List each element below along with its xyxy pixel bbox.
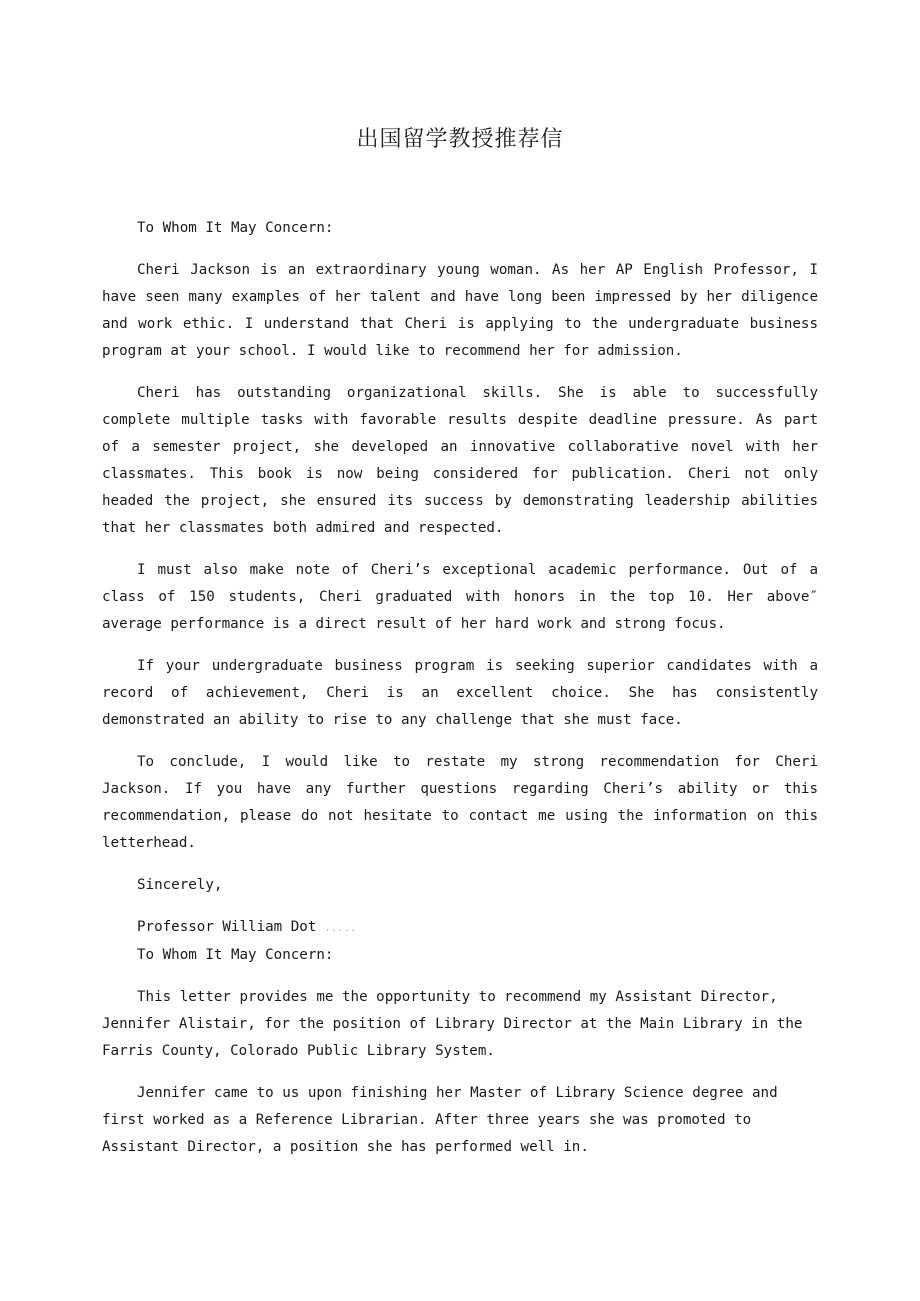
signature-line	[102, 914, 818, 943]
paragraph: Cheri Jackson is an extraordinary young woman. As her AP English Professor, I have seen many examples of her talent and have long been impressed by her diligence and work ethic. I understand that Cheri is applying to the undergraduate business program at your school. I would like to recommend her for admission.	[102, 262, 818, 359]
paragraph: To conclude, I would like to restate my strong recommendation for Cheri Jackson. If you have any further questions regarding Cheri’s ability or this recommendation, please do not hesitate to contact me using the information on this letterhead.	[102, 754, 818, 851]
letter-cheri-jackson	[102, 215, 818, 958]
paragraph: If your undergraduate business program is seeking superior candidates with a record of achievement, Cheri is an excellent choice. She has consistently demonstrated an ability to rise to any challenge that she must face.	[102, 658, 818, 728]
salutation: To Whom It May Concern:	[137, 220, 334, 236]
letter-jennifer-alistair	[102, 942, 818, 1176]
paragraph: Jennifer came to us upon finishing her Master of Library Science degree and first worked as a Reference Librarian. After three years she was promoted to Assistant Director, a position she has performed well in.	[102, 1085, 778, 1155]
salutation: To Whom It May Concern:	[137, 947, 334, 963]
paragraph: This letter provides me the opportunity to recommend my Assistant Director, Jennifer Alistair, for the position of Library Director at the Main Library in the Farris County, Colorado Public Library System.	[102, 989, 803, 1059]
document-title: 出国留学教授推荐信	[356, 127, 564, 152]
paragraph: Cheri has outstanding organizational skills. She is able to successfully complete multiple tasks with favorable results despite deadline pressure. As part of a semester project, she developed an innovative collaborative novel with her classmates. This book is now being considered for publication. Cheri not only headed the project, she ensured its success by demonstrating leadership abilities that her classmates both admired and respected.	[102, 385, 818, 536]
closing: Sincerely,	[137, 877, 223, 893]
signature: Professor William Dot	[137, 919, 317, 935]
signature-mark: .....	[324, 924, 358, 934]
paragraph: I must also make note of Cheri’s exceptional academic performance. Out of a class of 150 students, Cheri graduated with honors in the top 10. Her above″ average performance is a direct result of her hard work and strong focus.	[102, 562, 818, 632]
